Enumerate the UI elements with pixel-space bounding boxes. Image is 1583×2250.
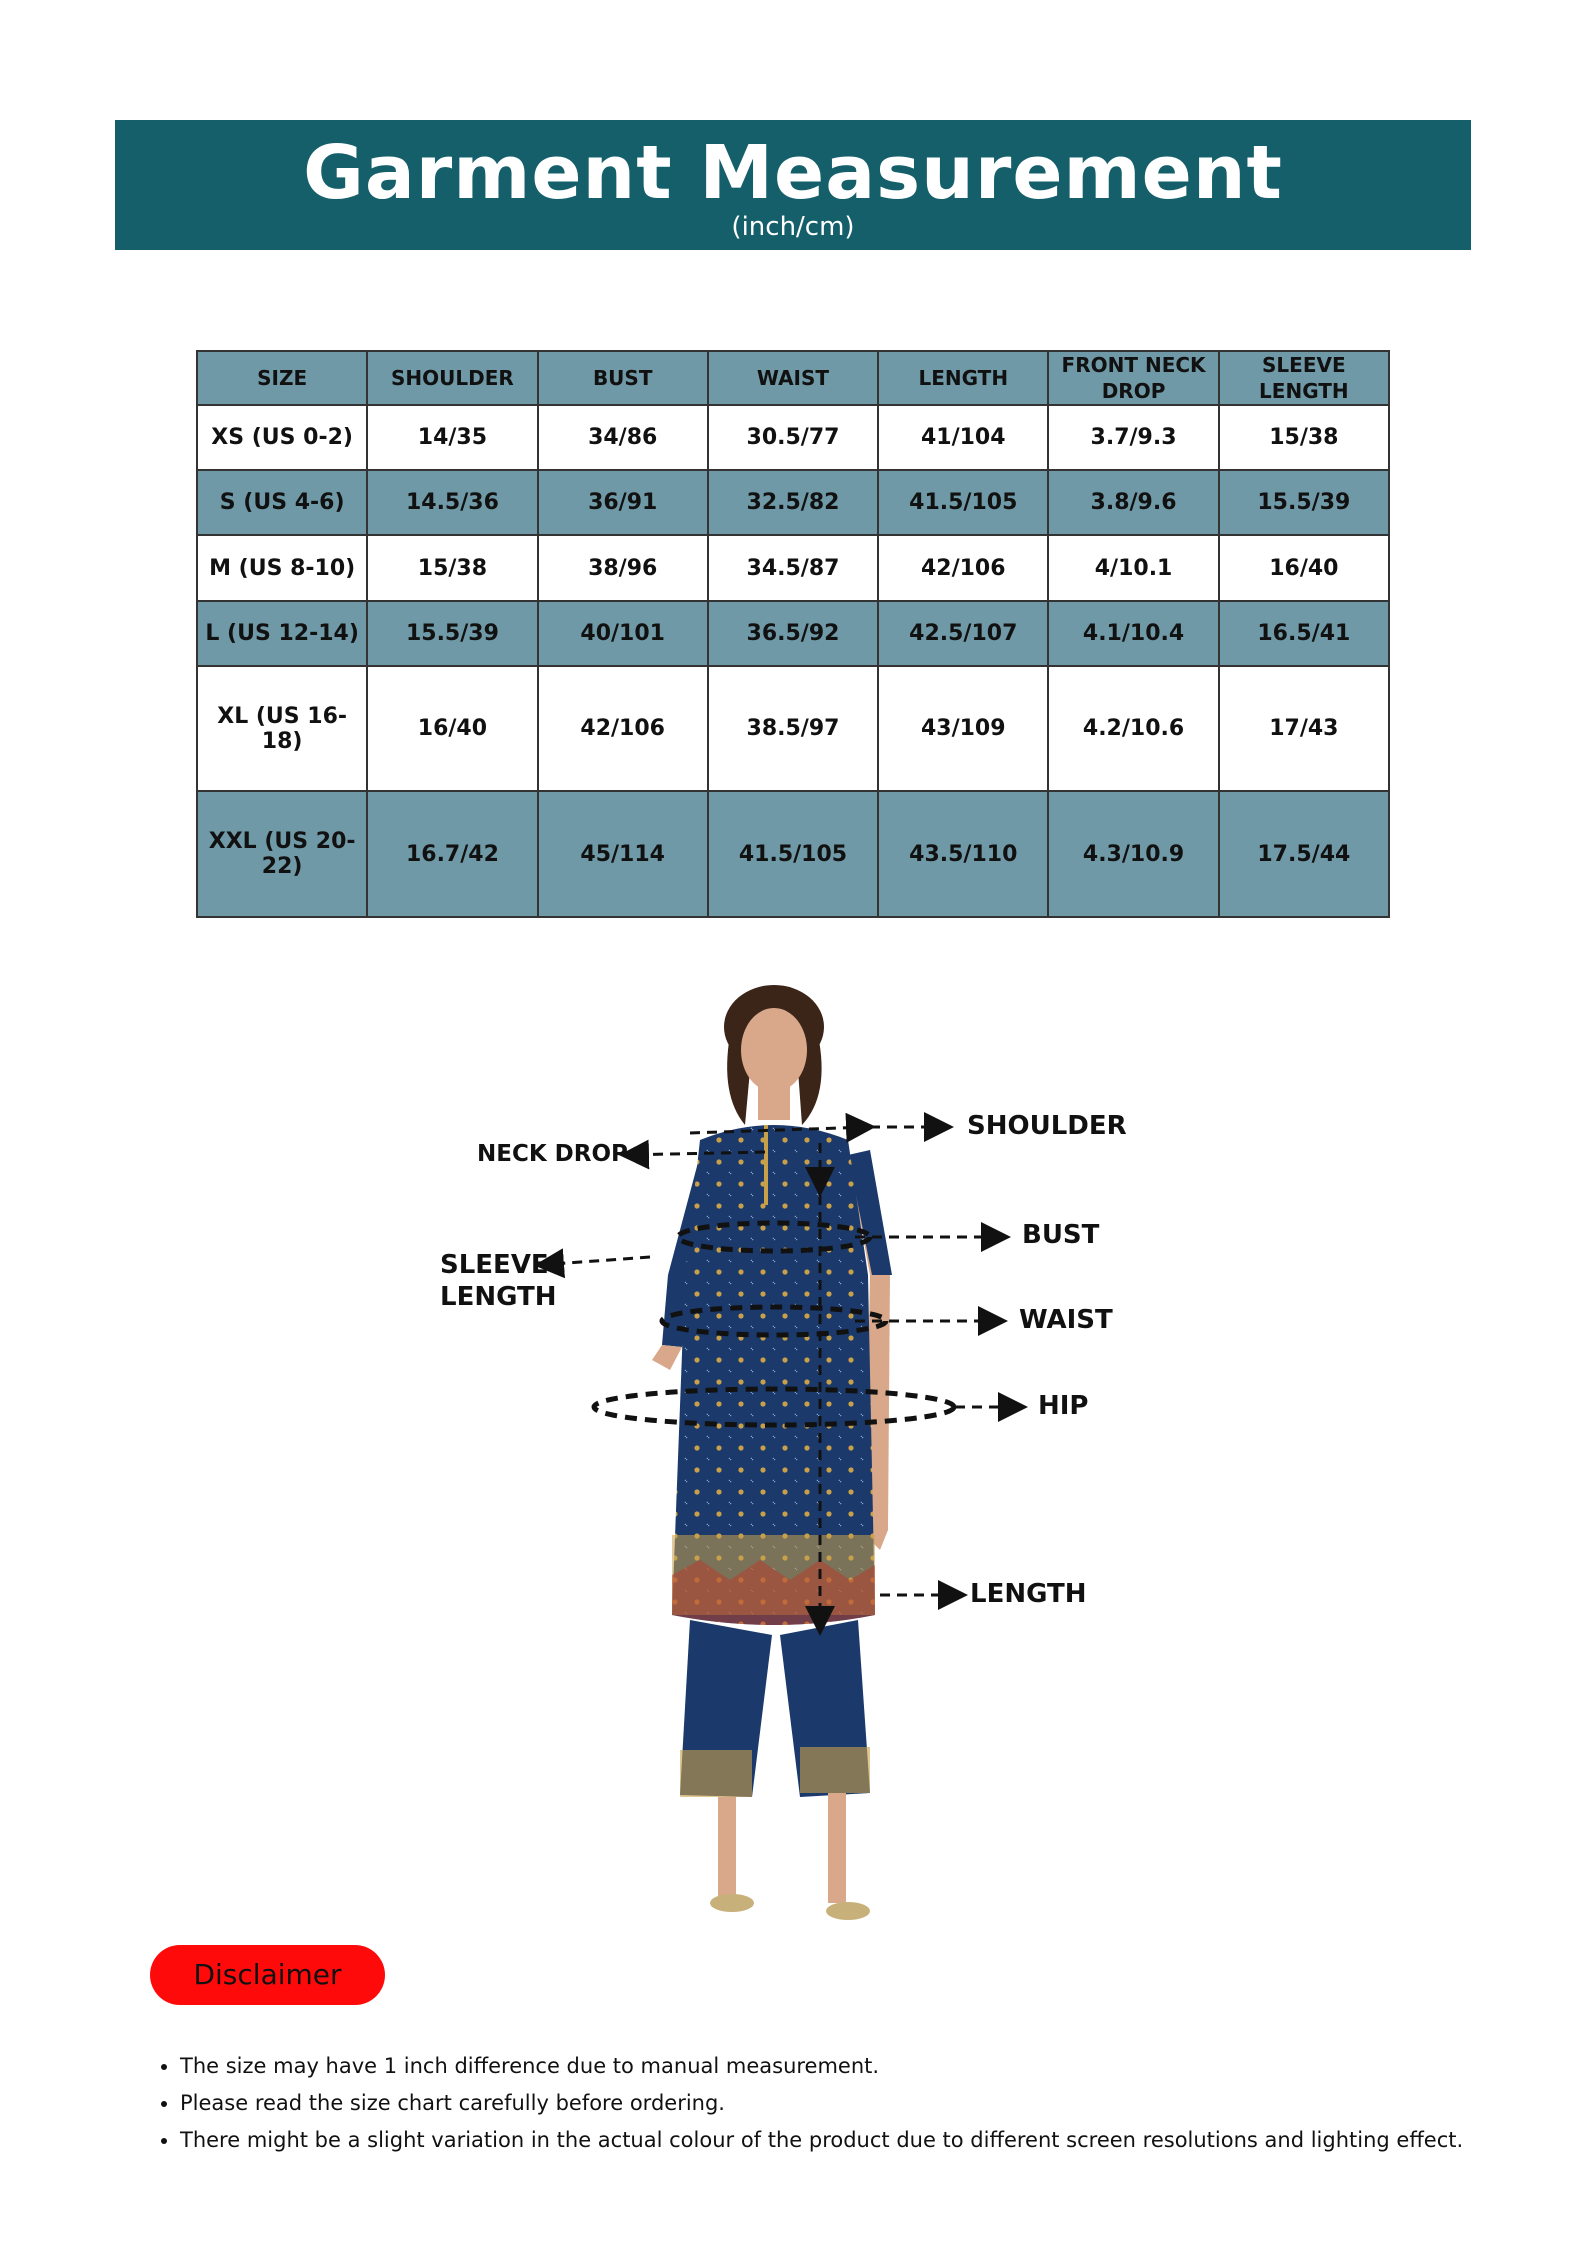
measurement-cell: 45/114 — [538, 791, 708, 917]
column-header: SLEEVE LENGTH — [1219, 351, 1389, 405]
size-cell: XL (US 16-18) — [197, 666, 367, 792]
measurement-cell: 4.2/10.6 — [1048, 666, 1218, 792]
label-waist: WAIST — [1019, 1305, 1113, 1335]
label-neck-drop: NECK DROP — [477, 1141, 628, 1167]
measurement-cell: 38/96 — [538, 535, 708, 600]
column-header: LENGTH — [878, 351, 1048, 405]
measurement-cell: 42/106 — [878, 535, 1048, 600]
measurement-cell: 17.5/44 — [1219, 791, 1389, 917]
measurement-cell: 43.5/110 — [878, 791, 1048, 917]
measurement-cell: 4/10.1 — [1048, 535, 1218, 600]
measurement-cell: 41/104 — [878, 405, 1048, 470]
measurement-cell: 16/40 — [367, 666, 537, 792]
list-item: • The size may have 1 inch difference due to manual measurement. — [180, 2048, 1510, 2085]
page-title: Garment Measurement — [303, 130, 1283, 216]
size-cell: XS (US 0-2) — [197, 405, 367, 470]
table-row — [197, 791, 1389, 917]
measurement-cell: 36/91 — [538, 470, 708, 535]
table-row — [197, 666, 1389, 792]
label-shoulder: SHOULDER — [967, 1111, 1127, 1141]
measurement-cell: 36.5/92 — [708, 601, 878, 666]
table-row — [197, 535, 1389, 600]
measurement-cell: 34.5/87 — [708, 535, 878, 600]
measurement-cell: 38.5/97 — [708, 666, 878, 792]
table-row — [197, 405, 1389, 470]
measurement-cell: 40/101 — [538, 601, 708, 666]
measurement-cell: 14.5/36 — [367, 470, 537, 535]
measurement-cell: 41.5/105 — [708, 791, 878, 917]
label-hip: HIP — [1038, 1391, 1089, 1421]
measurement-cell: 3.8/9.6 — [1048, 470, 1218, 535]
measurement-cell: 15.5/39 — [367, 601, 537, 666]
measurement-cell: 4.3/10.9 — [1048, 791, 1218, 917]
table-row — [197, 470, 1389, 535]
model-figure — [400, 975, 1180, 1945]
page-subtitle: (inch/cm) — [731, 212, 855, 242]
column-header: SIZE — [197, 351, 367, 405]
label-length: LENGTH — [970, 1579, 1087, 1609]
list-item: • There might be a slight variation in the actual colour of the product due to different screen resolutions and lighting effect. — [180, 2122, 1510, 2159]
size-cell: L (US 12-14) — [197, 601, 367, 666]
disclaimer-notes — [150, 2048, 1510, 2159]
face — [741, 1008, 807, 1092]
measurement-cell: 30.5/77 — [708, 405, 878, 470]
table-row — [197, 601, 1389, 666]
measurement-cell: 42.5/107 — [878, 601, 1048, 666]
measurement-cell: 43/109 — [878, 666, 1048, 792]
table-header-row — [197, 351, 1389, 405]
disclaimer-badge: Disclaimer — [150, 1945, 385, 2005]
measurement-cell: 14/35 — [367, 405, 537, 470]
column-header: BUST — [538, 351, 708, 405]
label-bust: BUST — [1022, 1220, 1100, 1250]
measurement-cell: 15.5/39 — [1219, 470, 1389, 535]
measurement-cell: 34/86 — [538, 405, 708, 470]
measurement-cell: 16.5/41 — [1219, 601, 1389, 666]
column-header: WAIST — [708, 351, 878, 405]
measurement-cell: 4.1/10.4 — [1048, 601, 1218, 666]
size-cell: S (US 4-6) — [197, 470, 367, 535]
list-item: • Please read the size chart carefully before ordering. — [180, 2085, 1510, 2122]
label-sleeve-line1: SLEEVE — [440, 1250, 549, 1280]
measurement-cell: 16.7/42 — [367, 791, 537, 917]
measurement-cell: 32.5/82 — [708, 470, 878, 535]
measurement-cell: 16/40 — [1219, 535, 1389, 600]
size-cell: XXL (US 20-22) — [197, 791, 367, 917]
column-header: SHOULDER — [367, 351, 537, 405]
page-header — [115, 120, 1471, 250]
measurement-cell: 41.5/105 — [878, 470, 1048, 535]
column-header: FRONT NECK DROP — [1048, 351, 1218, 405]
measurement-cell: 15/38 — [1219, 405, 1389, 470]
measurement-cell: 17/43 — [1219, 666, 1389, 792]
measurement-cell: 15/38 — [367, 535, 537, 600]
measurement-cell: 42/106 — [538, 666, 708, 792]
size-cell: M (US 8-10) — [197, 535, 367, 600]
size-chart-table — [196, 350, 1390, 918]
label-sleeve-line2: LENGTH — [440, 1282, 557, 1312]
measurement-cell: 3.7/9.3 — [1048, 405, 1218, 470]
